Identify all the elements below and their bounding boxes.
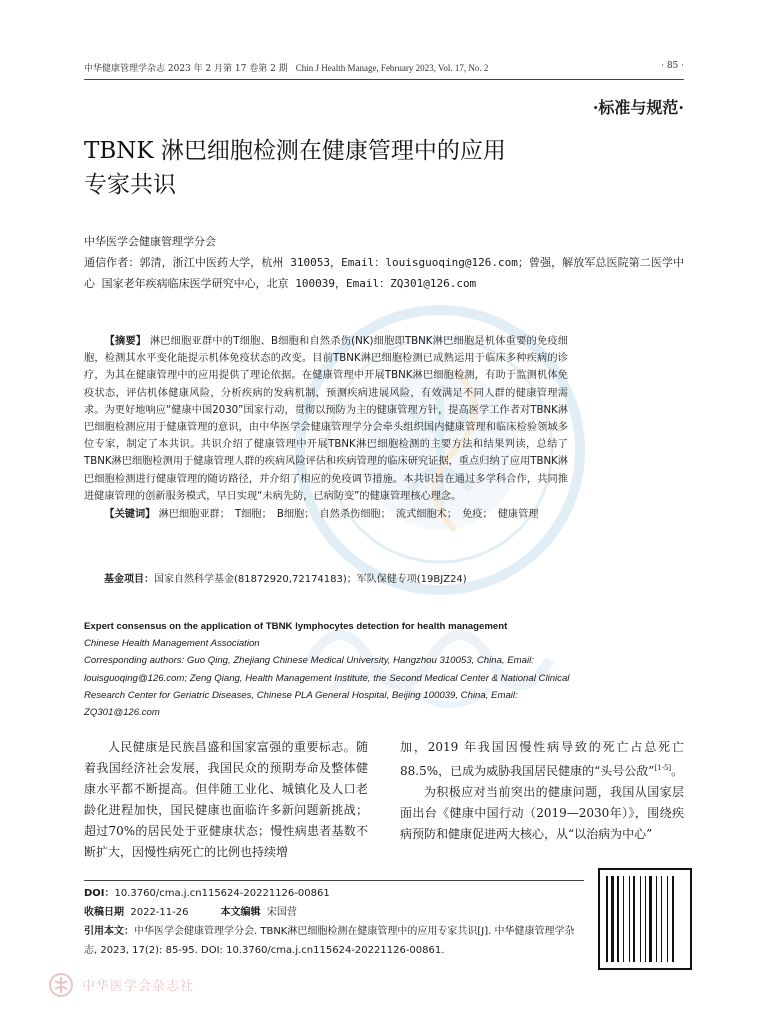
article-footer: [84, 884, 584, 960]
publisher-name: 中华医学会杂志社: [82, 979, 195, 994]
citation-line: [84, 922, 584, 960]
running-head: [84, 61, 684, 77]
section-label: ·标准与规范·: [592, 98, 684, 117]
abstract-label: 【摘要】: [104, 336, 147, 347]
title-line-1: TBNK 淋巴细胞检测在健康管理中的应用: [84, 138, 506, 164]
doi-label: DOI：: [84, 888, 115, 899]
funding: [104, 572, 568, 588]
cite-text: 中华医学会健康管理学分会. TBNK淋巴细胞检测在健康管理中的应用专家共识[J]. 中华健康管理学杂志, 2023, 17(2): 85-95. DOI: 10.3760/cma.j.cn115624-20221126-00861.: [84, 926, 575, 956]
received-label: 收稿日期: [84, 907, 124, 918]
citation-reference[interactable]: [1-5]: [654, 764, 672, 772]
body-paragraph: [400, 737, 684, 782]
english-organization: Chinese Health Management Association: [84, 638, 260, 650]
body-text: 加，2019 年我国因慢性病导致的死亡占总死亡88.5%，已成为威胁我国居民健康的“头号公敌”: [400, 740, 684, 778]
editor-name: 宋国营: [266, 907, 297, 918]
english-abstract-header: [84, 618, 570, 721]
body-paragraph: 为积极应对当前突出的健康问题，我国从国家层面出台《健康中国行动（2019—2030年）》，围绕疾病预防和健康促进两大核心，从“以治病为中心”: [400, 785, 684, 841]
keywords-label: 【关键词】: [104, 509, 156, 521]
body-paragraph: 人民健康是民族昌盛和国家富强的重要标志。随着我国经济社会发展，我国民众的预期寿命及整体健康水平都不断提高。但伴随工业化、城镇化及人口老龄化进程加快，国民健康也面临许多新问题新挑战；超过70%的居民处于亚健康状态；慢性病患者基数不断扩大，因慢性病死亡的比例也持续增: [84, 740, 368, 859]
funding-text: 国家自然科学基金(81872920,72174183)；军队保健专项(19BJZ24): [154, 574, 467, 585]
body-text-end: 。: [671, 764, 684, 778]
editor-label: 本文编辑: [220, 907, 261, 918]
english-corresponding-authors: Corresponding authors: Guo Qing, Zhejiang Chinese Medical University, Hangzhou 310053, China, Email: louisguoqing@126.com; Zeng Qiang, Health Management Institute, the Second Medical Center & National Clinical Research Center for Geriatric Diseases, Chinese PLA General Hospital, Beijing 100039, China, Email: ZQ301@126.com: [84, 655, 570, 719]
publisher-emblem-icon: [48, 972, 74, 998]
page-number: · 85 ·: [661, 61, 684, 71]
doi-value[interactable]: 10.3760/cma.j.cn115624-20221126-00861: [114, 888, 330, 899]
keywords: [84, 506, 568, 523]
abstract: [84, 333, 568, 523]
barcode-icon: [598, 868, 692, 970]
corresponding-authors: 通信作者：郭清，浙江中医药大学，杭州 310053，Email：louisguoqing@126.com；曾强，解放军总医院第二医学中心 国家老年疾病临床医学研究中心，北京 100039，Email：ZQ301@126.com: [84, 256, 684, 290]
journal-en: Chin J Health Manage, February 2023, Vol. 17, No. 2: [295, 63, 489, 73]
footer-divider: [84, 880, 584, 881]
funding-label: 基金项目：: [104, 574, 154, 585]
body-column-left: [84, 737, 368, 863]
body-column-right: [400, 737, 684, 845]
journal-cn: 中华健康管理学杂志 2023 年 2 月第 17 卷第 2 期: [84, 64, 288, 74]
publisher-logo: [48, 970, 318, 1000]
author-organization: 中华医学会健康管理学分会: [84, 235, 216, 248]
received-line: [84, 903, 584, 922]
header-divider: [84, 79, 684, 80]
title-line-2: 专家共识: [84, 172, 176, 198]
abstract-text: 淋巴细胞亚群中的T细胞、B细胞和自然杀伤(NK)细胞即TBNK淋巴细胞是机体重要的免疫细胞，检测其水平变化能提示机体免疫状态的改变。目前TBNK淋巴细胞检测已成熟运用于临床多种疾病的诊疗，为其在健康管理中的应用提供了理论依据。在健康管理中开展TBNK淋巴细胞检测，有助于监测机体免疫状态，评估机体健康风险，分析疾病的发病机制，预测疾病进展风险，有效满足不同人群的健康管理需求。为更好地响应“健康中国2030”国家行动，贯彻以预防为主的健康管理方针，提高医学工作者对TBNK淋巴细胞检测应用于健康管理的意识，由中华医学会健康管理学分会牵头组织国内健康管理和临床检验领域多位专家，制定了本共识。共识介绍了健康管理中开展TBNK淋巴细胞检测的主要方法和结果判读，总结了TBNK淋巴细胞检测用于健康管理人群的疾病风险评估和疾病管理的临床研究证据，重点归纳了应用TBNK淋巴细胞检测进行健康管理的随访路径，并介绍了相应的免疫调节措施。本共识旨在通过多学科合作，共同推进健康管理的创新服务模式，早日实现“未病先防，已病防变”的健康管理核心理念。: [84, 336, 568, 502]
english-title: Expert consensus on the application of TBNK lymphocytes detection for health management: [84, 621, 508, 632]
received-date: 2022-11-26: [130, 907, 189, 918]
article-title: [84, 134, 604, 202]
cite-label: 引用本文：: [84, 926, 134, 937]
keywords-text: 淋巴细胞亚群； T细胞； B细胞； 自然杀伤细胞； 流式细胞术； 免疫； 健康管理: [158, 509, 539, 521]
doi-line: [84, 884, 584, 903]
